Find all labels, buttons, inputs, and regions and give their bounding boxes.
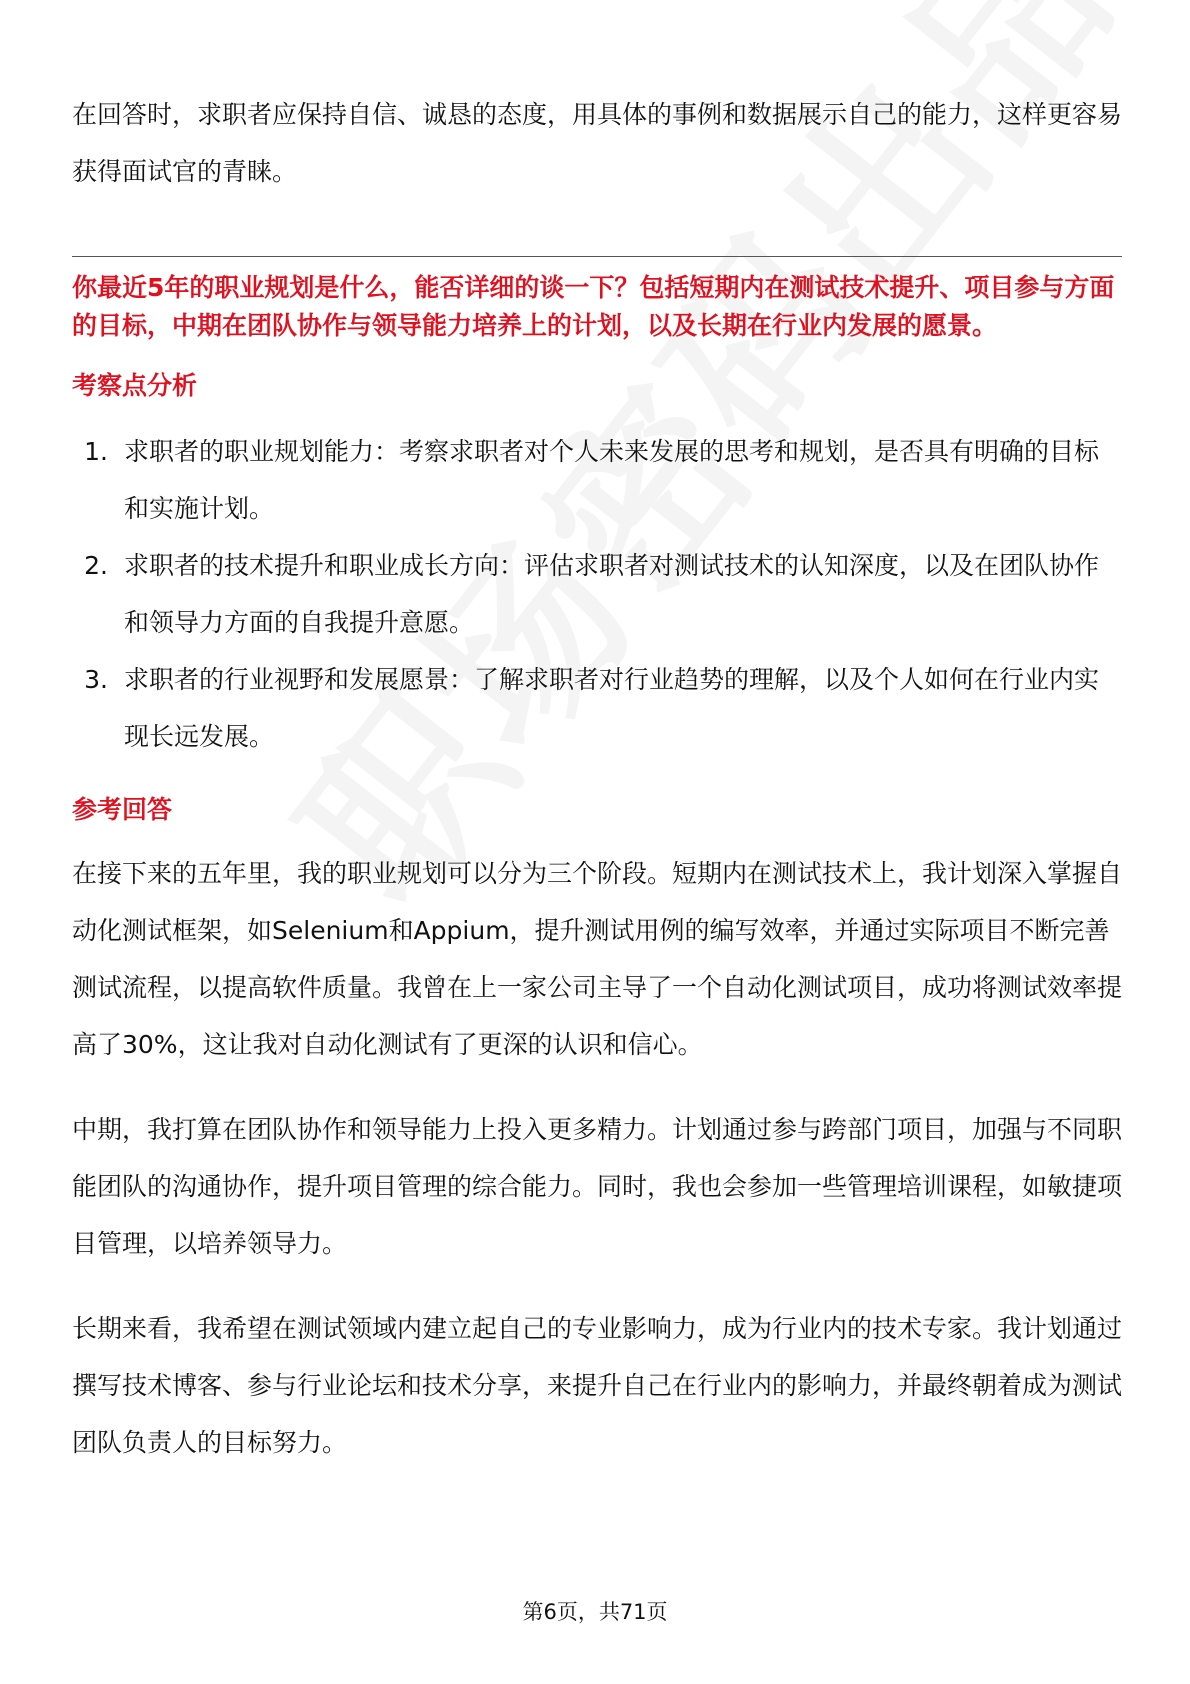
analysis-title: 考察点分析 xyxy=(72,371,198,400)
answer-text: 在接下来的五年里，我的职业规划可以分为三个阶段。短期内在测试技术上，我计划深入掌握自动化测试框架，如Selenium和Appium，提升测试用例的编写效率，并通过实际项目不断完善测试流程，以提高软件质量。我曾在上一家公司主导了一个自动化测试项目，成功将测试效率提高了30%，这让我对自动化测试有了更深的认识和信心。 xyxy=(72,859,1123,1059)
answer-text: 中期，我打算在团队协作和领导能力上投入更多精力。计划通过参与跨部门项目，加强与不同职能团队的沟通协作，提升项目管理的综合能力。同时，我也会参加一些管理培训课程，如敏捷项目管理，以培养领导力。 xyxy=(72,1115,1123,1258)
list-item xyxy=(72,651,1122,765)
question-heading: 你最近5年的职业规划是什么，能否详细的谈一下？包括短期内在测试技术提升、项目参与方面的目标，中期在团队协作与领导能力培养上的计划，以及长期在行业内发展的愿景。 xyxy=(72,273,1115,340)
list-item xyxy=(72,537,1122,651)
answer-paragraph-3 xyxy=(72,1300,1122,1471)
list-item-number: 3. xyxy=(84,665,108,694)
document-body xyxy=(72,86,1122,1471)
list-item-text: 求职者的职业规划能力：考察求职者对个人未来发展的思考和规划，是否具有明确的目标和实施计划。 xyxy=(124,437,1100,523)
answer-title: 参考回答 xyxy=(72,795,173,824)
page-number: 第6页，共71页 xyxy=(522,1600,668,1624)
list-item-number: 2. xyxy=(84,551,108,580)
analysis-list xyxy=(72,423,1122,765)
answer-paragraph-2 xyxy=(72,1101,1122,1272)
answer-paragraph-1 xyxy=(72,845,1122,1073)
list-item xyxy=(72,423,1122,537)
divider xyxy=(72,256,1122,257)
intro-paragraph: 在回答时，求职者应保持自信、诚恳的态度，用具体的事例和数据展示自己的能力，这样更容易获得面试官的青睐。 xyxy=(72,100,1123,186)
list-item-number: 1. xyxy=(84,437,108,466)
list-item-text: 求职者的技术提升和职业成长方向：评估求职者对测试技术的认知深度，以及在团队协作和领导力方面的自我提升意愿。 xyxy=(124,551,1100,637)
list-item-text: 求职者的行业视野和发展愿景：了解求职者对行业趋势的理解，以及个人如何在行业内实现长远发展。 xyxy=(124,665,1100,751)
answer-text: 长期来看，我希望在测试领域内建立起自己的专业影响力，成为行业内的技术专家。我计划通过撰写技术博客、参与行业论坛和技术分享，来提升自己在行业内的影响力，并最终朝着成为测试团队负责人的目标努力。 xyxy=(72,1314,1123,1457)
